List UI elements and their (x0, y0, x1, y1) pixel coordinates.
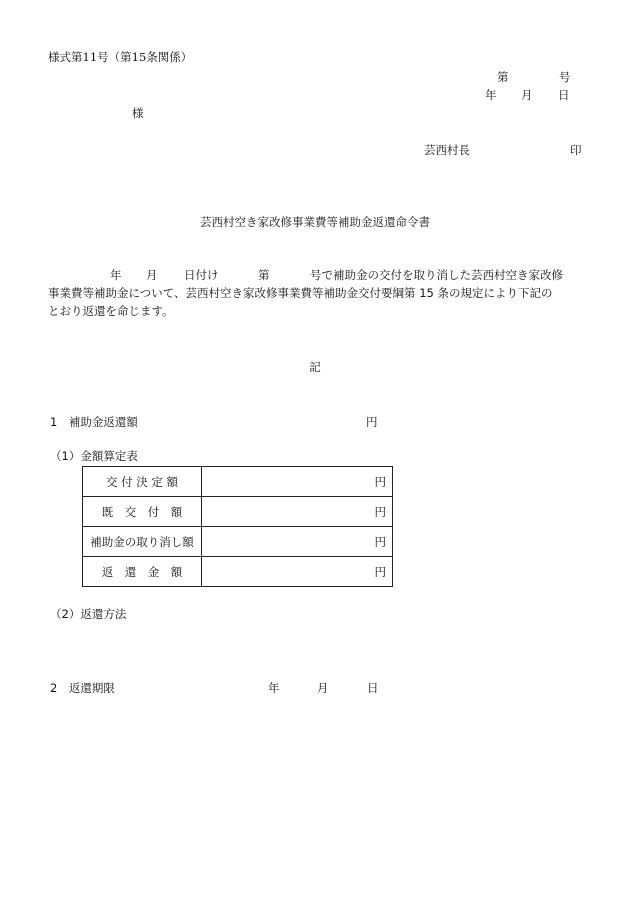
amount-calc-table (82, 466, 393, 587)
row-label: 補助金の取り消し額 (83, 527, 202, 557)
item2-label: 2 返還期限 (50, 681, 115, 695)
addressee-sama: 様 (132, 106, 144, 120)
item2-year: 年 (268, 681, 280, 695)
table-row (83, 467, 393, 497)
body-date-suffix: 日付け (184, 268, 219, 282)
row-value: 円 (202, 467, 393, 497)
row-label: 既 交 付 額 (83, 497, 202, 527)
item2-month: 月 (317, 681, 329, 695)
date-month: 月 (521, 88, 533, 102)
ki-heading: 記 (309, 360, 321, 374)
body-paragraph (48, 266, 584, 320)
issuer-name: 芸西村長 (424, 143, 470, 157)
body-line2: 事業費等補助金について、芸西村空き家改修事業費等補助金交付要綱第 15 条の規定により下記の (48, 286, 553, 300)
row-label: 返 還 金 額 (83, 557, 202, 587)
body-month: 月 (146, 268, 158, 282)
row-value: 円 (202, 527, 393, 557)
item1-label: 1 補助金返還額 (50, 415, 138, 429)
table-row (83, 527, 393, 557)
body-dai: 第 (258, 268, 270, 282)
item2-day: 日 (367, 681, 379, 695)
doc-number-dai: 第 (497, 70, 509, 84)
seal-mark: 印 (570, 143, 582, 157)
body-line1-rest: 号で補助金の交付を取り消した芸西村空き家改修 (310, 268, 563, 282)
document-title: 芸西村空き家改修事業費等補助金返還命令書 (200, 215, 430, 229)
item1-unit: 円 (366, 415, 378, 429)
doc-number-go: 号 (559, 70, 571, 84)
form-number: 様式第11号（第15条関係） (48, 50, 193, 64)
date-day: 日 (558, 88, 570, 102)
row-value: 円 (202, 497, 393, 527)
row-label: 交 付 決 定 額 (83, 467, 202, 497)
body-year: 年 (110, 268, 122, 282)
date-year: 年 (485, 88, 497, 102)
table-row (83, 557, 393, 587)
sub2-label: （2）返還方法 (50, 607, 127, 621)
row-value: 円 (202, 557, 393, 587)
sub1-label: （1）金額算定表 (50, 449, 138, 463)
body-line3: とおり返還を命じます。 (48, 304, 174, 318)
table-row (83, 497, 393, 527)
